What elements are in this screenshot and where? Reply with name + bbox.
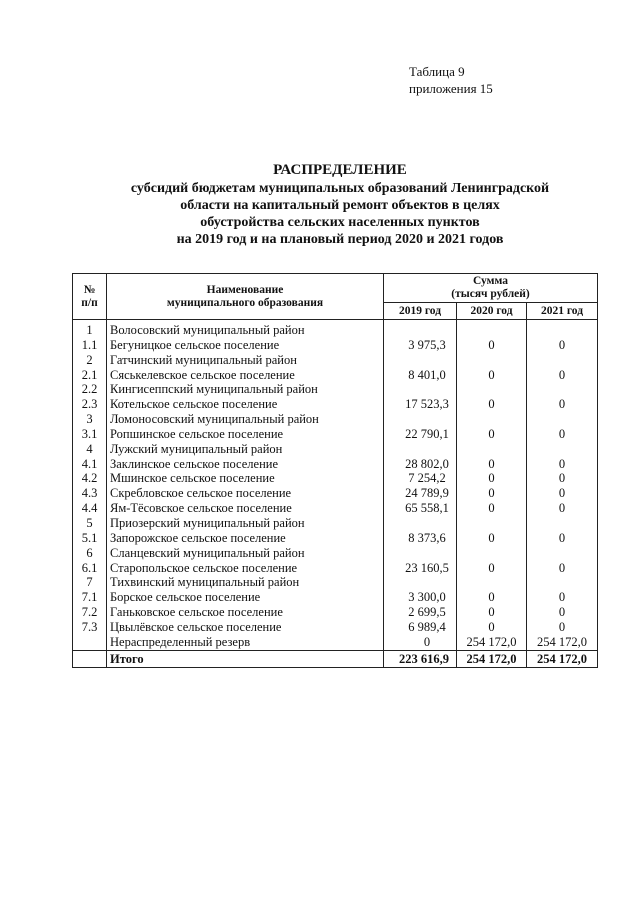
col-header-2020: 2020 год [457,303,527,320]
row-value-2020: 0 [457,457,527,472]
row-name: Кингисеппский муниципальный район [107,382,384,397]
total-2021: 254 172,0 [527,650,598,667]
row-name: Нераспределенный резерв [107,635,384,650]
row-number: 4.1 [73,457,107,472]
row-name: Цвылёвское сельское поселение [107,620,384,635]
row-value-2020: 0 [457,368,527,383]
row-value-2021: 0 [527,561,598,576]
row-number: 2.2 [73,382,107,397]
row-name: Ганьковское сельское поселение [107,605,384,620]
col-header-sum-line2: (тысяч рублей) [451,288,530,300]
row-number: 1.1 [73,338,107,353]
row-value-2021: 0 [527,338,598,353]
table-row [73,605,598,620]
row-value-2021: 0 [527,368,598,383]
table-row [73,635,598,650]
row-number: 1 [73,320,107,338]
row-number: 4.2 [73,471,107,486]
row-value-2019: 3 975,3 [384,338,457,353]
row-name: Волосовский муниципальный район [107,320,384,338]
row-name: Ропшинское сельское поселение [107,427,384,442]
row-value-2019: 28 802,0 [384,457,457,472]
row-value-2020 [457,516,527,531]
row-name: Скребловское сельское поселение [107,486,384,501]
row-value-2021: 0 [527,590,598,605]
row-number: 5 [73,516,107,531]
table-row [73,575,598,590]
row-name: Ломоносовский муниципальный район [107,412,384,427]
col-header-sum-line1: Сумма [473,275,508,287]
row-value-2019: 23 160,5 [384,561,457,576]
row-value-2020 [457,575,527,590]
row-number: 2.1 [73,368,107,383]
row-number: 3.1 [73,427,107,442]
table-row [73,368,598,383]
row-value-2019 [384,516,457,531]
row-name: Старопольское сельское поселение [107,561,384,576]
row-value-2021: 0 [527,471,598,486]
row-value-2020: 0 [457,605,527,620]
row-value-2020: 0 [457,486,527,501]
row-value-2021: 0 [527,427,598,442]
title-line-4: на 2019 год и на плановый период 2020 и 2021 годов [176,232,504,247]
row-value-2021: 0 [527,605,598,620]
row-value-2021 [527,353,598,368]
row-value-2019: 17 523,3 [384,397,457,412]
table-row [73,561,598,576]
row-value-2019: 22 790,1 [384,427,457,442]
row-value-2020 [457,320,527,338]
row-number: 5.1 [73,531,107,546]
col-header-name-line2: муниципального образования [166,296,324,309]
total-label: Итого [107,650,384,667]
row-value-2021 [527,382,598,397]
row-value-2019: 0 [384,635,457,650]
total-row [73,650,598,667]
row-value-2019: 6 989,4 [384,620,457,635]
row-value-2019: 3 300,0 [384,590,457,605]
row-name: Заклинское сельское поселение [107,457,384,472]
subsidy-table [72,273,598,668]
row-name: Тихвинский муниципальный район [107,575,384,590]
table-body [73,320,598,651]
row-value-2019 [384,382,457,397]
row-value-2020 [457,412,527,427]
table-row [73,427,598,442]
row-value-2021: 0 [527,486,598,501]
row-name: Борское сельское поселение [107,590,384,605]
table-row [73,501,598,516]
row-name: Сяськелевское сельское поселение [107,368,384,383]
row-value-2021: 254 172,0 [527,635,598,650]
row-value-2019 [384,353,457,368]
col-header-sum [384,274,598,303]
row-value-2020 [457,353,527,368]
row-value-2020: 0 [457,338,527,353]
row-value-2019 [384,442,457,457]
total-2020: 254 172,0 [457,650,527,667]
table-row [73,531,598,546]
row-value-2020: 0 [457,471,527,486]
row-value-2021 [527,575,598,590]
row-value-2019: 2 699,5 [384,605,457,620]
table-row [73,412,598,427]
col-header-name [107,274,384,320]
table-row [73,353,598,368]
row-name: Бегуницкое сельское поселение [107,338,384,353]
table-row [73,486,598,501]
row-value-2019: 24 789,9 [384,486,457,501]
table-row [73,382,598,397]
table-row [73,397,598,412]
row-value-2021 [527,442,598,457]
row-value-2021: 0 [527,457,598,472]
col-header-number-line1: № [83,283,96,296]
row-value-2019 [384,546,457,561]
row-number: 2.3 [73,397,107,412]
title-line-2: области на капитальный ремонт объектов в целях [180,198,500,213]
row-value-2019 [384,412,457,427]
row-value-2019: 65 558,1 [384,501,457,516]
table-row [73,457,598,472]
row-number: 6.1 [73,561,107,576]
row-value-2020: 0 [457,620,527,635]
row-value-2021 [527,320,598,338]
row-name: Лужский муниципальный район [107,442,384,457]
table-row [73,590,598,605]
title-line-3: обустройства сельских населенных пунктов [200,215,480,230]
row-number: 4 [73,442,107,457]
row-name: Приозерский муниципальный район [107,516,384,531]
table-row [73,442,598,457]
col-header-number-line2: п/п [81,296,98,309]
row-number: 6 [73,546,107,561]
row-value-2020 [457,382,527,397]
row-name: Котельское сельское поселение [107,397,384,412]
col-header-number [73,274,107,320]
row-name: Сланцевский муниципальный район [107,546,384,561]
table-row [73,471,598,486]
table-reference [409,63,493,97]
table-header [73,274,598,320]
row-value-2020 [457,442,527,457]
row-value-2020: 0 [457,397,527,412]
table-row [73,546,598,561]
title-main: РАСПРЕДЕЛЕНИЕ [273,162,407,178]
row-value-2021 [527,546,598,561]
table-row [73,516,598,531]
row-number: 3 [73,412,107,427]
appendix-number: приложения 15 [409,81,493,96]
row-value-2021: 0 [527,531,598,546]
row-number: 7 [73,575,107,590]
row-number [73,635,107,650]
row-number: 4.4 [73,501,107,516]
col-header-2021: 2021 год [527,303,598,320]
row-name: Запорожское сельское поселение [107,531,384,546]
row-value-2021: 0 [527,397,598,412]
col-header-2019: 2019 год [384,303,457,320]
title-line-1: субсидий бюджетам муниципальных образований Ленинградской [130,181,550,196]
total-number [73,650,107,667]
row-value-2019: 7 254,2 [384,471,457,486]
row-value-2021: 0 [527,501,598,516]
row-number: 7.2 [73,605,107,620]
col-header-name-line1: Наименование [206,283,284,296]
table-row [73,620,598,635]
row-number: 2 [73,353,107,368]
row-value-2020: 0 [457,561,527,576]
row-value-2019: 8 401,0 [384,368,457,383]
document-title [60,162,620,248]
row-name: Мшинское сельское поселение [107,471,384,486]
row-name: Гатчинский муниципальный район [107,353,384,368]
row-value-2020: 0 [457,501,527,516]
row-value-2021: 0 [527,620,598,635]
row-name: Ям-Тёсовское сельское поселение [107,501,384,516]
total-2019: 223 616,9 [384,650,457,667]
row-value-2020: 254 172,0 [457,635,527,650]
row-value-2021 [527,412,598,427]
row-number: 4.3 [73,486,107,501]
table-number: Таблица 9 [409,64,465,79]
row-value-2020 [457,546,527,561]
row-value-2021 [527,516,598,531]
row-number: 7.3 [73,620,107,635]
row-value-2020: 0 [457,590,527,605]
row-value-2020: 0 [457,427,527,442]
row-value-2019 [384,320,457,338]
table-row [73,320,598,338]
row-value-2019: 8 373,6 [384,531,457,546]
table-row [73,338,598,353]
row-value-2020: 0 [457,531,527,546]
row-number: 7.1 [73,590,107,605]
row-value-2019 [384,575,457,590]
